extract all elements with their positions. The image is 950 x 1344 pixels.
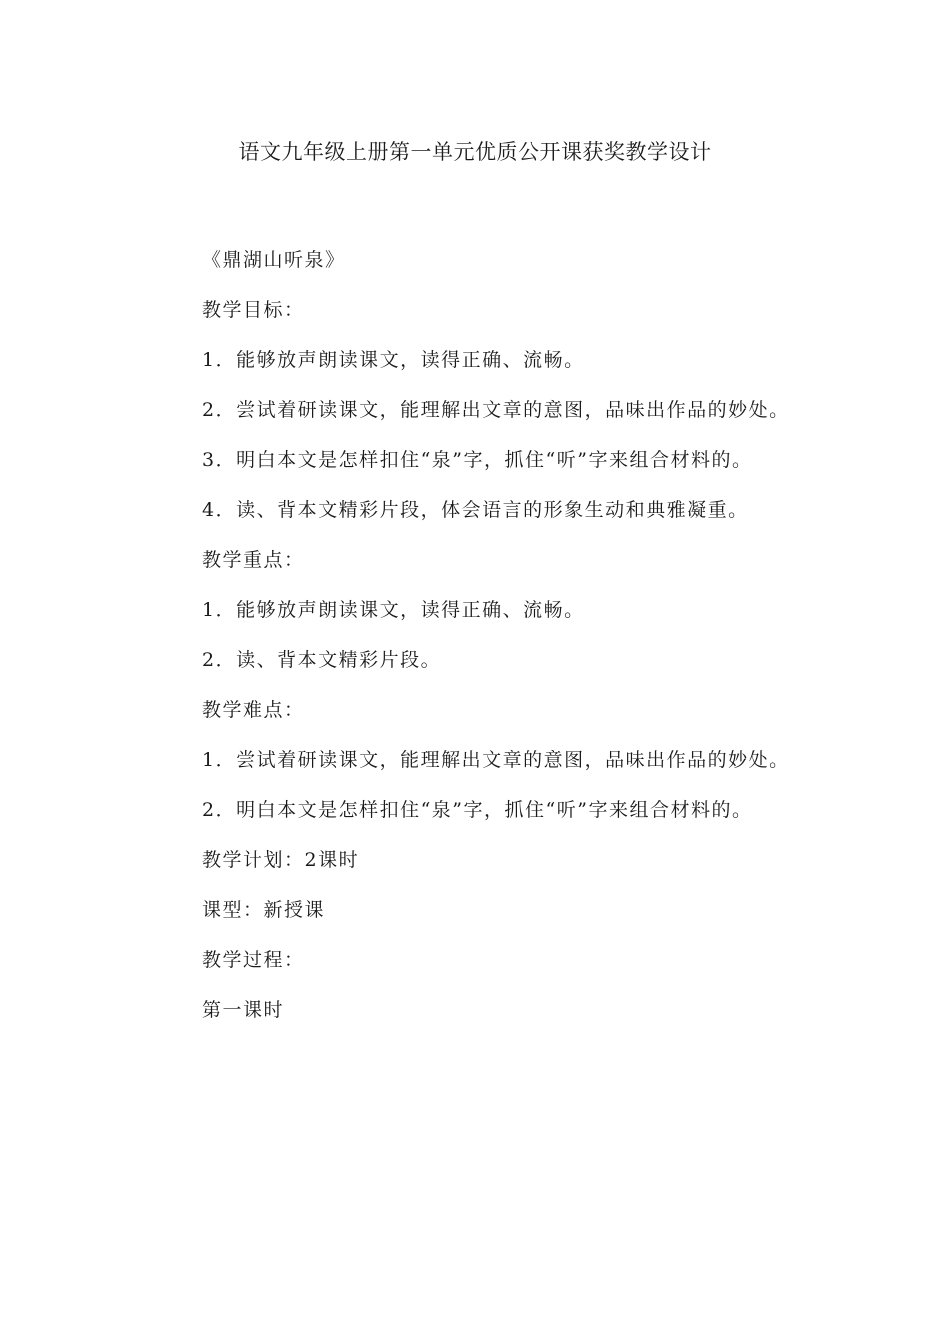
paragraph-objective-1: 1．能够放声朗读课文，读得正确、流畅。 [202, 349, 585, 371]
document-title: 语文九年级上册第一单元优质公开课获奖教学设计 [238, 140, 712, 164]
paragraph-first-period: 第一课时 [202, 999, 285, 1021]
paragraph-objective-3: 3．明白本文是怎样扣住“泉”字，抓住“听”字来组合材料的。 [202, 449, 753, 471]
paragraph-difficulty-1: 1．尝试着研读课文，能理解出文章的意图，品味出作品的妙处。 [202, 749, 790, 771]
paragraph-objective-2: 2．尝试着研读课文，能理解出文章的意图，品味出作品的妙处。 [202, 399, 790, 421]
paragraph-key-points-heading: 教学重点： [202, 549, 305, 571]
paragraph-schedule: 教学计划：2课时 [202, 849, 360, 871]
paragraph-key-point-1: 1．能够放声朗读课文，读得正确、流畅。 [202, 599, 585, 621]
paragraph-objective-4: 4．读、背本文精彩片段，体会语言的形象生动和典雅凝重。 [202, 499, 749, 521]
paragraph-difficulties-heading: 教学难点： [202, 699, 305, 721]
document-body [146, 235, 810, 1035]
paragraph-process-heading: 教学过程： [202, 949, 305, 971]
paragraph-lesson-title: 《鼎湖山听泉》 [202, 249, 346, 271]
paragraph-key-point-2: 2．读、背本文精彩片段。 [202, 649, 442, 671]
paragraph-objectives-heading: 教学目标： [202, 299, 305, 321]
paragraph-lesson-type: 课型：新授课 [202, 899, 326, 921]
paragraph-difficulty-2: 2．明白本文是怎样扣住“泉”字，抓住“听”字来组合材料的。 [202, 799, 753, 821]
